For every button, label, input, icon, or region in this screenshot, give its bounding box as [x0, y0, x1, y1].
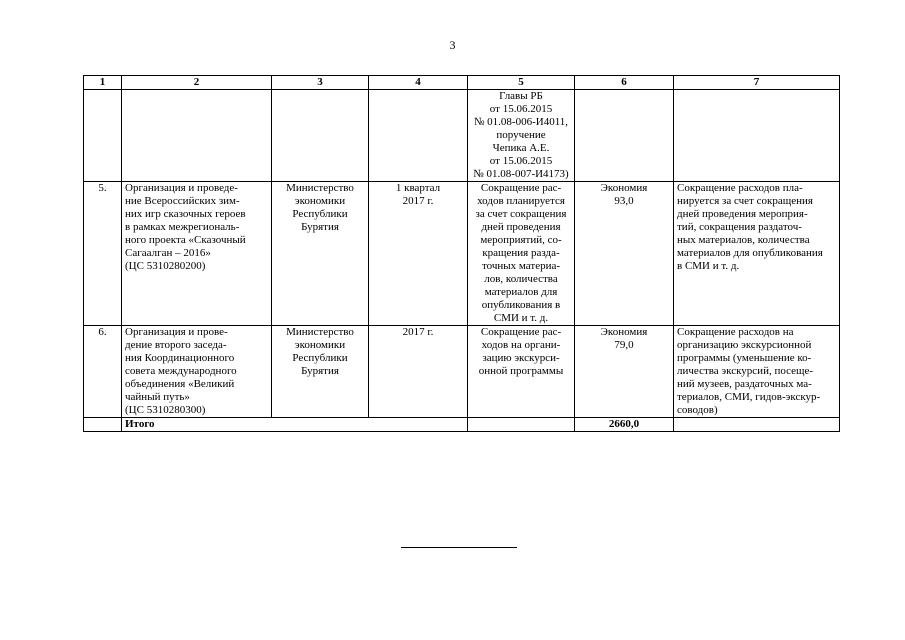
- method-cell: [468, 326, 575, 418]
- continuation-cell-6: [575, 90, 674, 182]
- result-text: Экономия 79,0: [600, 326, 648, 351]
- total-empty-cell: [674, 418, 840, 432]
- executor-cell: [272, 182, 369, 326]
- total-label: Итого: [122, 418, 468, 432]
- total-row: [84, 418, 840, 432]
- table-row: [84, 182, 840, 326]
- header-col-5: 5: [468, 76, 575, 90]
- note-text: Сокращение расходов на организацию экскурсионной программы (уменьшение ко- личества экскурсий, посеще- ний музеев, раздаточных ма- териалов, СМИ, гидов-экскур- соводов): [677, 326, 821, 416]
- event-cell: [122, 182, 272, 326]
- continuation-cell-4: [369, 90, 468, 182]
- event-text: Организация и проведе- ние Всероссийских зим- них игр сказочных героев в рамках межрегиональ- ного проекта «Сказочный Сагаалган – 2016» (ЦС 5310280200): [125, 182, 246, 272]
- result-cell: [575, 326, 674, 418]
- result-text: Экономия 93,0: [600, 182, 648, 207]
- header-col-6: 6: [575, 76, 674, 90]
- total-empty-cell: [84, 418, 122, 432]
- executor-text: Министерство экономики Республики Бурятия: [286, 182, 354, 233]
- note-text: Сокращение расходов пла- нируется за счет сокращения дней проведения мероприя- тий, сокращения раздаточ- ных материалов, количества материалов для опубликования в СМИ и т. д.: [677, 182, 823, 272]
- event-text: Организация и прове- дение второго заседа- ния Координационного совета международного объединения «Великий чайный путь» (ЦС 5310280300): [125, 326, 237, 416]
- measures-table: [83, 75, 840, 432]
- end-divider: [401, 547, 517, 548]
- continuation-row: [84, 90, 840, 182]
- row-number: 6.: [84, 326, 122, 418]
- method-cell: [468, 182, 575, 326]
- continuation-cell-7: [674, 90, 840, 182]
- term-cell: [369, 326, 468, 418]
- header-col-3: 3: [272, 76, 369, 90]
- method-text: Сокращение рас- ходов планируется за счет сокращения дней проведения мероприятий, со- кращения разда- точных материа- лов, количества материалов для опубликования в СМИ и т. д.: [475, 182, 567, 324]
- row-number: 5.: [84, 182, 122, 326]
- executor-text: Министерство экономики Республики Бурятия: [286, 326, 354, 377]
- term-text: 1 квартал 2017 г.: [395, 182, 441, 207]
- term-cell: [369, 182, 468, 326]
- header-col-4: 4: [369, 76, 468, 90]
- header-row: [84, 76, 840, 90]
- header-col-1: 1: [84, 76, 122, 90]
- note-cell: [674, 182, 840, 326]
- header-col-2: 2: [122, 76, 272, 90]
- continuation-cell-1: [84, 90, 122, 182]
- method-text: Сокращение рас- ходов на органи- зацию экскурси- онной программы: [478, 326, 564, 377]
- note-cell: [674, 326, 840, 418]
- continuation-cell-3: [272, 90, 369, 182]
- continuation-cell-2: [122, 90, 272, 182]
- event-cell: [122, 326, 272, 418]
- header-col-7: 7: [674, 76, 840, 90]
- page-number: 3: [449, 38, 456, 52]
- result-cell: [575, 182, 674, 326]
- total-empty-cell: [468, 418, 575, 432]
- executor-cell: [272, 326, 369, 418]
- total-sum: 2660,0: [575, 418, 674, 432]
- term-text: 2017 г.: [402, 326, 434, 338]
- table-row: [84, 326, 840, 418]
- continuation-cell-5: [468, 90, 575, 182]
- continuation-basis-text: Главы РБ от 15.06.2015 № 01.08-006-И4011, поручение Чепика А.Е. от 15.06.2015 № 01.08-007-И4173): [473, 90, 569, 180]
